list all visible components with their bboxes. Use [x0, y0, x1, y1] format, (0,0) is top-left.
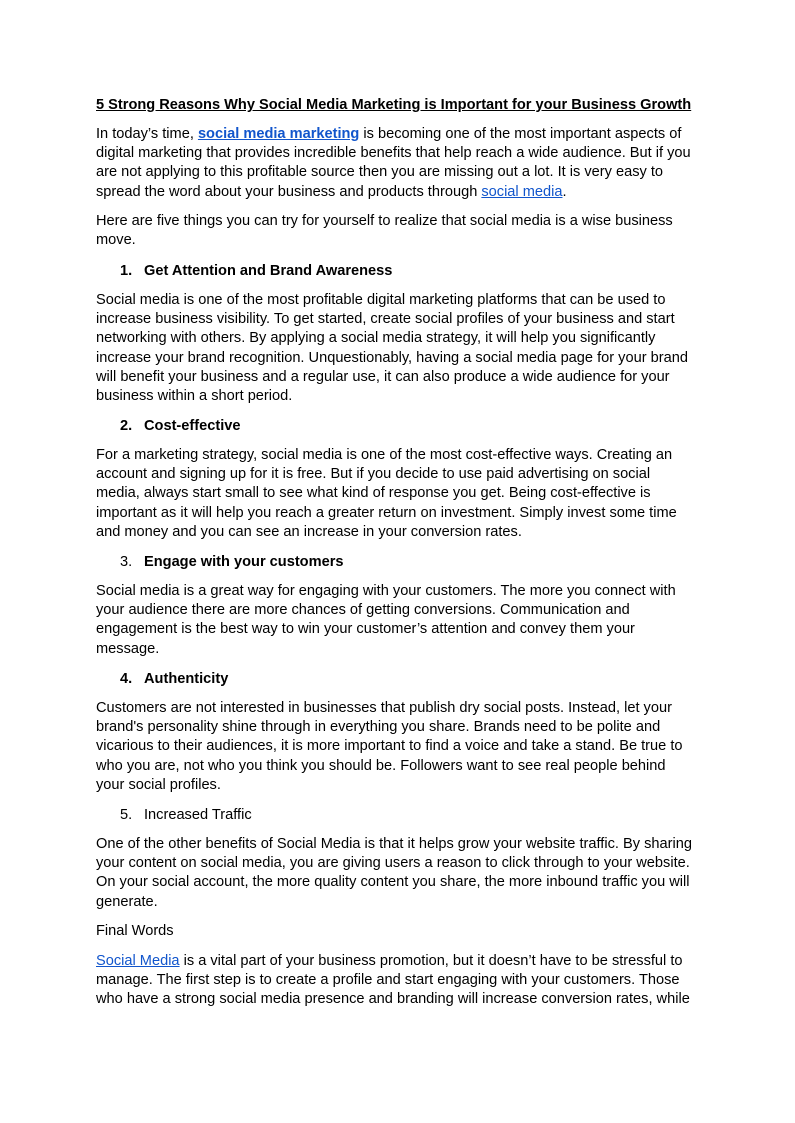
- text-line: [96, 952, 706, 971]
- list-number: 1.: [120, 263, 133, 279]
- text-line: media, always start small to see what kind of response you get. Being cost-effective is: [96, 485, 651, 502]
- text-line: your social profiles.: [96, 776, 221, 793]
- list-heading-text: Get Attention and Brand Awareness: [144, 263, 393, 279]
- text-run: In today’s time,: [96, 126, 198, 142]
- text-line: who you are, not who you think you should be. Followers want to see real people behind: [96, 757, 666, 774]
- section-paragraph-3: [96, 582, 706, 659]
- lead-paragraph: [96, 212, 706, 250]
- page-title: 5 Strong Reasons Why Social Media Marketing is Important for your Business Growth: [96, 97, 692, 113]
- text-line: move.: [96, 232, 136, 249]
- section-paragraph-5: [96, 835, 706, 912]
- social-media-link[interactable]: social media: [481, 183, 563, 200]
- text-line: For a marketing strategy, social media is one of the most cost-effective ways. Creating an: [96, 447, 673, 463]
- section-paragraph-1: [96, 291, 706, 406]
- text-run: is a vital part of your business promotion, but it doesn’t have to be stressful to: [179, 953, 683, 969]
- text-line: Social media is one of the most profitable digital marketing platforms that can be used to: [96, 292, 666, 308]
- text-run: is becoming one of the most important aspects of: [359, 126, 682, 142]
- text-line: digital marketing that provides incredible benefits that help reach a wide audience. But if you: [96, 145, 691, 162]
- text-line: generate.: [96, 893, 158, 910]
- text-line: will benefit your business and a regular use, it can also produce a wide audience for your: [96, 368, 670, 385]
- list-number: 2.: [120, 418, 133, 434]
- text-line: [96, 125, 706, 144]
- final-paragraph: [96, 952, 706, 1010]
- list-heading-text: Increased Traffic: [144, 807, 252, 823]
- social-media-final-link[interactable]: Social Media: [96, 953, 180, 969]
- text-line: Social media is a great way for engaging with your customers. The more you connect with: [96, 583, 676, 599]
- list-number: 4.: [120, 671, 133, 687]
- text-line: are not applying to this profitable source then you are missing out a lot. It is very easy to: [96, 164, 664, 181]
- text-line: networking with others. By applying a social media strategy, it will help you significantly: [96, 330, 656, 347]
- list-heading-text: Engage with your customers: [144, 554, 344, 570]
- list-number: 5.: [120, 807, 133, 823]
- text-run: spread the word about your business and products through: [96, 183, 482, 200]
- text-run: .: [562, 183, 567, 200]
- text-line: and money and you can see an increase in your conversion rates.: [96, 523, 522, 540]
- list-heading-text: Cost-effective: [144, 418, 241, 434]
- text-line: your audience there are more chances of getting conversions. Communication and: [96, 602, 630, 619]
- text-line: One of the other benefits of Social Media is that it helps grow your website traffic. By sharing: [96, 836, 692, 852]
- text-line: account and signing up for it is free. But if you decide to use paid advertising on social: [96, 466, 651, 483]
- text-line: increase business visibility. To get started, create social profiles of your business and start: [96, 311, 675, 328]
- list-heading-text: Authenticity: [144, 671, 229, 687]
- text-line: engagement is the best way to win your customer’s attention and convey them your: [96, 621, 635, 638]
- text-line: Here are five things you can try for yourself to realize that social media is a wise business: [96, 213, 673, 229]
- section-paragraph-2: [96, 446, 706, 542]
- text-line: increase your brand recognition. Unquestionably, having a social media page for your brand: [96, 349, 688, 366]
- text-line: [96, 183, 706, 202]
- text-line: message.: [96, 640, 160, 657]
- text-line: important as it will help you reach a greater return on investment. Simply invest some time: [96, 504, 677, 521]
- list-number: 3.: [120, 554, 133, 570]
- text-line: who have a strong social media presence and branding will increase conversion rates, while: [96, 991, 690, 1008]
- text-line: On your social account, the more quality content you share, the more inbound traffic you will: [96, 874, 690, 891]
- text-line: manage. The first step is to create a profile and start engaging with your customers. Those: [96, 972, 680, 989]
- section-paragraph-4: [96, 699, 706, 795]
- social-media-marketing-link[interactable]: social media marketing: [197, 126, 360, 142]
- text-line: your content on social media, you are giving users a reason to click through to your website.: [96, 855, 690, 872]
- intro-paragraph: [96, 125, 706, 202]
- text-line: brand's personality shine through in everything you share. Brands need to be polite and: [96, 719, 661, 736]
- text-line: business within a short period.: [96, 387, 293, 404]
- text-line: vicarious to their audiences, it is more important to find a voice and take a stand. Be true to: [96, 738, 683, 755]
- final-words-heading: Final Words: [96, 923, 174, 939]
- text-line: Customers are not interested in businesses that publish dry social posts. Instead, let your: [96, 700, 672, 716]
